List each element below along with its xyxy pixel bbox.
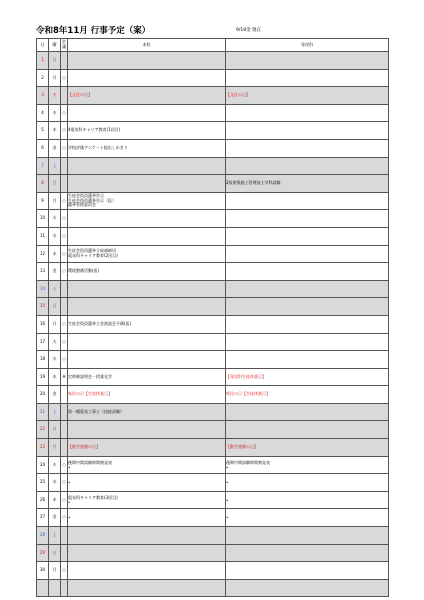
weekday-cell — [49, 579, 61, 597]
weekday-cell: 土 — [49, 527, 61, 545]
advanced-course-cell — [226, 315, 389, 333]
event-text: 第一種電気工事士（技能試験） — [68, 408, 124, 414]
weekday-cell: 日 — [49, 544, 61, 562]
table-row — [37, 527, 389, 545]
advanced-course-cell — [226, 104, 389, 122]
table-row — [37, 421, 389, 439]
table-row — [37, 69, 389, 87]
meeting-mark-cell: ○ — [61, 456, 68, 474]
table-row — [37, 544, 389, 562]
advanced-course-cell — [226, 263, 389, 281]
day-cell: 27 — [37, 509, 49, 527]
day-cell: 26 — [37, 491, 49, 509]
advanced-course-cell — [226, 562, 389, 580]
bullet-mark: • — [226, 497, 229, 503]
weekday-cell: 金 — [49, 139, 61, 157]
table-row — [37, 280, 389, 298]
main-course-cell — [68, 562, 226, 580]
day-cell: 25 — [37, 474, 49, 492]
advanced-course-cell — [226, 122, 389, 140]
day-cell: 2 — [37, 69, 49, 87]
weekday-cell: 月 — [49, 192, 61, 210]
table-row — [37, 139, 389, 157]
meeting-mark-cell — [61, 280, 68, 298]
day-cell: 30 — [37, 562, 49, 580]
day-cell: 14 — [37, 280, 49, 298]
weekday-cell: 日 — [49, 421, 61, 439]
event-text: 定時制説明会・授業見学 — [68, 373, 112, 379]
event-text: 選挙管理委員会 — [68, 202, 96, 208]
main-course-cell — [68, 175, 226, 193]
meeting-mark-cell — [61, 175, 68, 193]
advanced-course-cell — [226, 544, 389, 562]
weekday-cell: 金 — [49, 386, 61, 404]
advanced-course-cell — [226, 139, 389, 157]
header-weekday: 曜 — [49, 39, 61, 52]
event-text: 【勤労感謝の日】 — [68, 444, 100, 450]
main-course-cell — [68, 474, 226, 492]
weekday-cell: 火 — [49, 210, 61, 228]
main-course-cell — [68, 509, 226, 527]
weekday-cell: 金 — [49, 263, 61, 281]
weekday-cell: 土 — [49, 403, 61, 421]
meeting-mark-cell — [61, 579, 68, 597]
weekday-cell: 金 — [49, 509, 61, 527]
day-cell: 9 — [37, 192, 49, 210]
weekday-cell: 月 — [49, 315, 61, 333]
day-cell: 17 — [37, 333, 49, 351]
table-row — [37, 562, 389, 580]
meeting-mark-cell: ○ — [61, 104, 68, 122]
event-text: 生徒会役員選挙立会演説会予備(仮) — [68, 320, 132, 326]
main-course-cell — [68, 280, 226, 298]
table-row — [37, 368, 389, 386]
day-cell: 20 — [37, 386, 49, 404]
main-course-cell — [68, 403, 226, 421]
event-text: 生徒会役員選挙告示（仮） — [68, 197, 116, 203]
main-course-cell — [68, 439, 226, 457]
meeting-mark-cell: ○ — [61, 227, 68, 245]
day-cell: 8 — [37, 175, 49, 193]
main-course-cell — [68, 139, 226, 157]
weekday-cell: 日 — [49, 52, 61, 70]
weekday-cell: 火 — [49, 456, 61, 474]
meeting-mark-cell: ○ — [61, 333, 68, 351]
event-text: 県民の日【生徒休業日】 — [226, 391, 270, 397]
weekday-cell: 火 — [49, 87, 61, 105]
table-row — [37, 456, 389, 474]
table-row — [37, 227, 389, 245]
main-course-cell — [68, 315, 226, 333]
main-course-cell — [68, 245, 226, 263]
meeting-mark-cell — [61, 52, 68, 70]
meeting-mark-cell: ○ — [61, 139, 68, 157]
meeting-mark-cell: ○ — [61, 122, 68, 140]
meeting-mark-cell: ○ — [61, 509, 68, 527]
meeting-mark-cell: ○ — [61, 263, 68, 281]
table-row — [37, 386, 389, 404]
table-row — [37, 333, 389, 351]
main-course-cell — [68, 192, 226, 210]
day-cell: 19 — [37, 368, 49, 386]
schedule-body — [37, 52, 389, 597]
event-text: 学校評価アンケート提出しめきり — [68, 144, 128, 150]
meeting-mark-cell — [61, 544, 68, 562]
advanced-course-cell — [226, 509, 389, 527]
bullet-mark: • — [68, 515, 71, 521]
table-row — [37, 263, 389, 281]
day-cell: 4 — [37, 104, 49, 122]
advanced-course-cell — [226, 351, 389, 369]
weekday-cell: 火 — [49, 333, 61, 351]
advanced-course-cell — [226, 491, 389, 509]
schedule-table — [36, 38, 389, 597]
weekday-cell: 水 — [49, 474, 61, 492]
event-text: 2級建築施工管理技士学科試験 — [226, 180, 281, 186]
day-cell: 16 — [37, 315, 49, 333]
main-course-cell — [68, 263, 226, 281]
main-course-cell — [68, 579, 226, 597]
advanced-course-cell — [226, 474, 389, 492]
table-row — [37, 403, 389, 421]
main-course-cell — [68, 421, 226, 439]
advanced-course-cell — [226, 280, 389, 298]
meeting-mark-cell: ○ — [61, 491, 68, 509]
advanced-course-cell — [226, 579, 389, 597]
main-course-cell — [68, 368, 226, 386]
bullet-mark: • — [68, 464, 71, 470]
event-text: 【文化の日】 — [68, 92, 92, 98]
meeting-mark-cell: ○ — [61, 315, 68, 333]
meeting-mark-cell — [61, 439, 68, 457]
meeting-mark-cell — [61, 403, 68, 421]
table-row — [37, 122, 389, 140]
meeting-mark-cell: ○ — [61, 245, 68, 263]
day-cell: 3 — [37, 87, 49, 105]
bullet-mark: • — [226, 515, 229, 521]
meeting-mark-cell — [61, 421, 68, 439]
bullet-mark: • — [68, 499, 71, 505]
event-text: 電気科キャリア教育(2回目) — [68, 252, 118, 258]
event-text: 県民の日【生徒休業日】 — [68, 391, 112, 397]
weekday-cell: 月 — [49, 439, 61, 457]
day-cell: 1 — [37, 52, 49, 70]
weekday-cell: 木 — [49, 245, 61, 263]
meeting-mark-cell: H — [61, 368, 68, 386]
page-title: 令和8年11月 行事予定（案） — [36, 26, 151, 36]
event-text: 生徒会役員選挙立候補締切 — [68, 248, 116, 254]
table-row — [37, 104, 389, 122]
advanced-course-cell — [226, 403, 389, 421]
table-row — [37, 315, 389, 333]
table-row — [37, 298, 389, 316]
main-course-cell — [68, 87, 226, 105]
day-cell: 5 — [37, 122, 49, 140]
advanced-course-cell — [226, 368, 389, 386]
main-course-cell — [68, 456, 226, 474]
day-cell: 12 — [37, 245, 49, 263]
day-cell: 23 — [37, 439, 49, 457]
meeting-mark-cell — [61, 386, 68, 404]
table-row — [37, 157, 389, 175]
day-cell: 10 — [37, 210, 49, 228]
advanced-course-cell — [226, 527, 389, 545]
table-row — [37, 87, 389, 105]
meeting-mark-cell: ○ — [61, 562, 68, 580]
bullet-mark: • — [226, 464, 229, 470]
weekday-cell: 日 — [49, 298, 61, 316]
event-text: 4電気科キャリア教育(1回目) — [68, 127, 121, 133]
event-text: 【文化の日】 — [226, 92, 250, 98]
header-day: 日 — [37, 39, 49, 52]
weekday-cell: 水 — [49, 227, 61, 245]
advanced-course-cell — [226, 192, 389, 210]
day-cell: 18 — [37, 351, 49, 369]
advanced-course-cell — [226, 439, 389, 457]
meeting-mark-cell: ○ — [61, 192, 68, 210]
bullet-mark: • — [226, 480, 229, 486]
table-row — [37, 245, 389, 263]
day-cell: 15 — [37, 298, 49, 316]
meeting-mark-cell: ○ — [61, 474, 68, 492]
header-mark: 会議 — [61, 39, 68, 52]
event-text: 後期中間試験時間割発表 — [68, 460, 112, 466]
meeting-mark-cell: ○ — [61, 210, 68, 228]
weekday-cell: 土 — [49, 280, 61, 298]
schedule-header-row — [37, 39, 389, 52]
weekday-cell: 日 — [49, 175, 61, 193]
day-cell: 24 — [37, 456, 49, 474]
advanced-course-cell — [226, 210, 389, 228]
table-row — [37, 351, 389, 369]
weekday-cell: 木 — [49, 491, 61, 509]
event-text: 生徒会役員選挙告示 — [68, 193, 104, 199]
main-course-cell — [68, 122, 226, 140]
advanced-course-cell — [226, 333, 389, 351]
table-row — [37, 210, 389, 228]
table-row — [37, 192, 389, 210]
main-course-cell — [68, 210, 226, 228]
main-course-cell — [68, 527, 226, 545]
event-text: 【専攻科生徒休業日】 — [226, 373, 266, 379]
event-text: 電気科キャリア教育(3回目) — [68, 495, 118, 501]
main-course-cell — [68, 52, 226, 70]
day-cell: 28 — [37, 527, 49, 545]
meeting-mark-cell — [61, 298, 68, 316]
event-text: 環境整備活動(仮) — [68, 268, 100, 274]
table-row — [37, 579, 389, 597]
table-row — [37, 474, 389, 492]
main-course-cell — [68, 69, 226, 87]
weekday-cell: 水 — [49, 351, 61, 369]
main-course-cell — [68, 333, 226, 351]
day-cell: 6 — [37, 139, 49, 157]
table-row — [37, 509, 389, 527]
meeting-mark-cell — [61, 527, 68, 545]
day-cell: 11 — [37, 227, 49, 245]
main-course-cell — [68, 298, 226, 316]
main-course-cell — [68, 227, 226, 245]
day-cell: 29 — [37, 544, 49, 562]
day-cell: 13 — [37, 263, 49, 281]
weekday-cell: 木 — [49, 122, 61, 140]
event-text: 後期中間試験時間割発表 — [226, 460, 270, 466]
weekday-cell: 月 — [49, 562, 61, 580]
event-text: 【勤労感謝の日】 — [226, 444, 258, 450]
bullet-mark: • — [68, 480, 71, 486]
weekday-cell: 土 — [49, 157, 61, 175]
meeting-mark-cell: ○ — [61, 351, 68, 369]
main-course-cell — [68, 104, 226, 122]
advanced-course-cell — [226, 421, 389, 439]
advanced-course-cell — [226, 227, 389, 245]
advanced-course-cell — [226, 87, 389, 105]
advanced-course-cell — [226, 69, 389, 87]
as-of-date: 9/18金 現在 — [236, 28, 262, 33]
main-course-cell — [68, 386, 226, 404]
meeting-mark-cell: ○ — [61, 69, 68, 87]
advanced-course-cell — [226, 52, 389, 70]
day-cell: 21 — [37, 403, 49, 421]
day-cell — [37, 579, 49, 597]
advanced-course-cell — [226, 386, 389, 404]
table-row — [37, 175, 389, 193]
advanced-course-cell — [226, 157, 389, 175]
main-course-cell — [68, 351, 226, 369]
weekday-cell: 月 — [49, 69, 61, 87]
day-cell: 7 — [37, 157, 49, 175]
weekday-cell: 木 — [49, 368, 61, 386]
main-course-cell — [68, 157, 226, 175]
advanced-course-cell — [226, 456, 389, 474]
weekday-cell: 水 — [49, 104, 61, 122]
meeting-mark-cell — [61, 87, 68, 105]
day-cell: 22 — [37, 421, 49, 439]
advanced-course-cell — [226, 298, 389, 316]
table-row — [37, 439, 389, 457]
meeting-mark-cell — [61, 157, 68, 175]
header-main-course: 本科 — [68, 39, 226, 52]
table-row — [37, 491, 389, 509]
table-row — [37, 52, 389, 70]
advanced-course-cell — [226, 245, 389, 263]
header-advanced-course: 専攻科 — [226, 39, 389, 52]
page-header — [36, 24, 388, 38]
advanced-course-cell — [226, 175, 389, 193]
main-course-cell — [68, 544, 226, 562]
main-course-cell — [68, 491, 226, 509]
